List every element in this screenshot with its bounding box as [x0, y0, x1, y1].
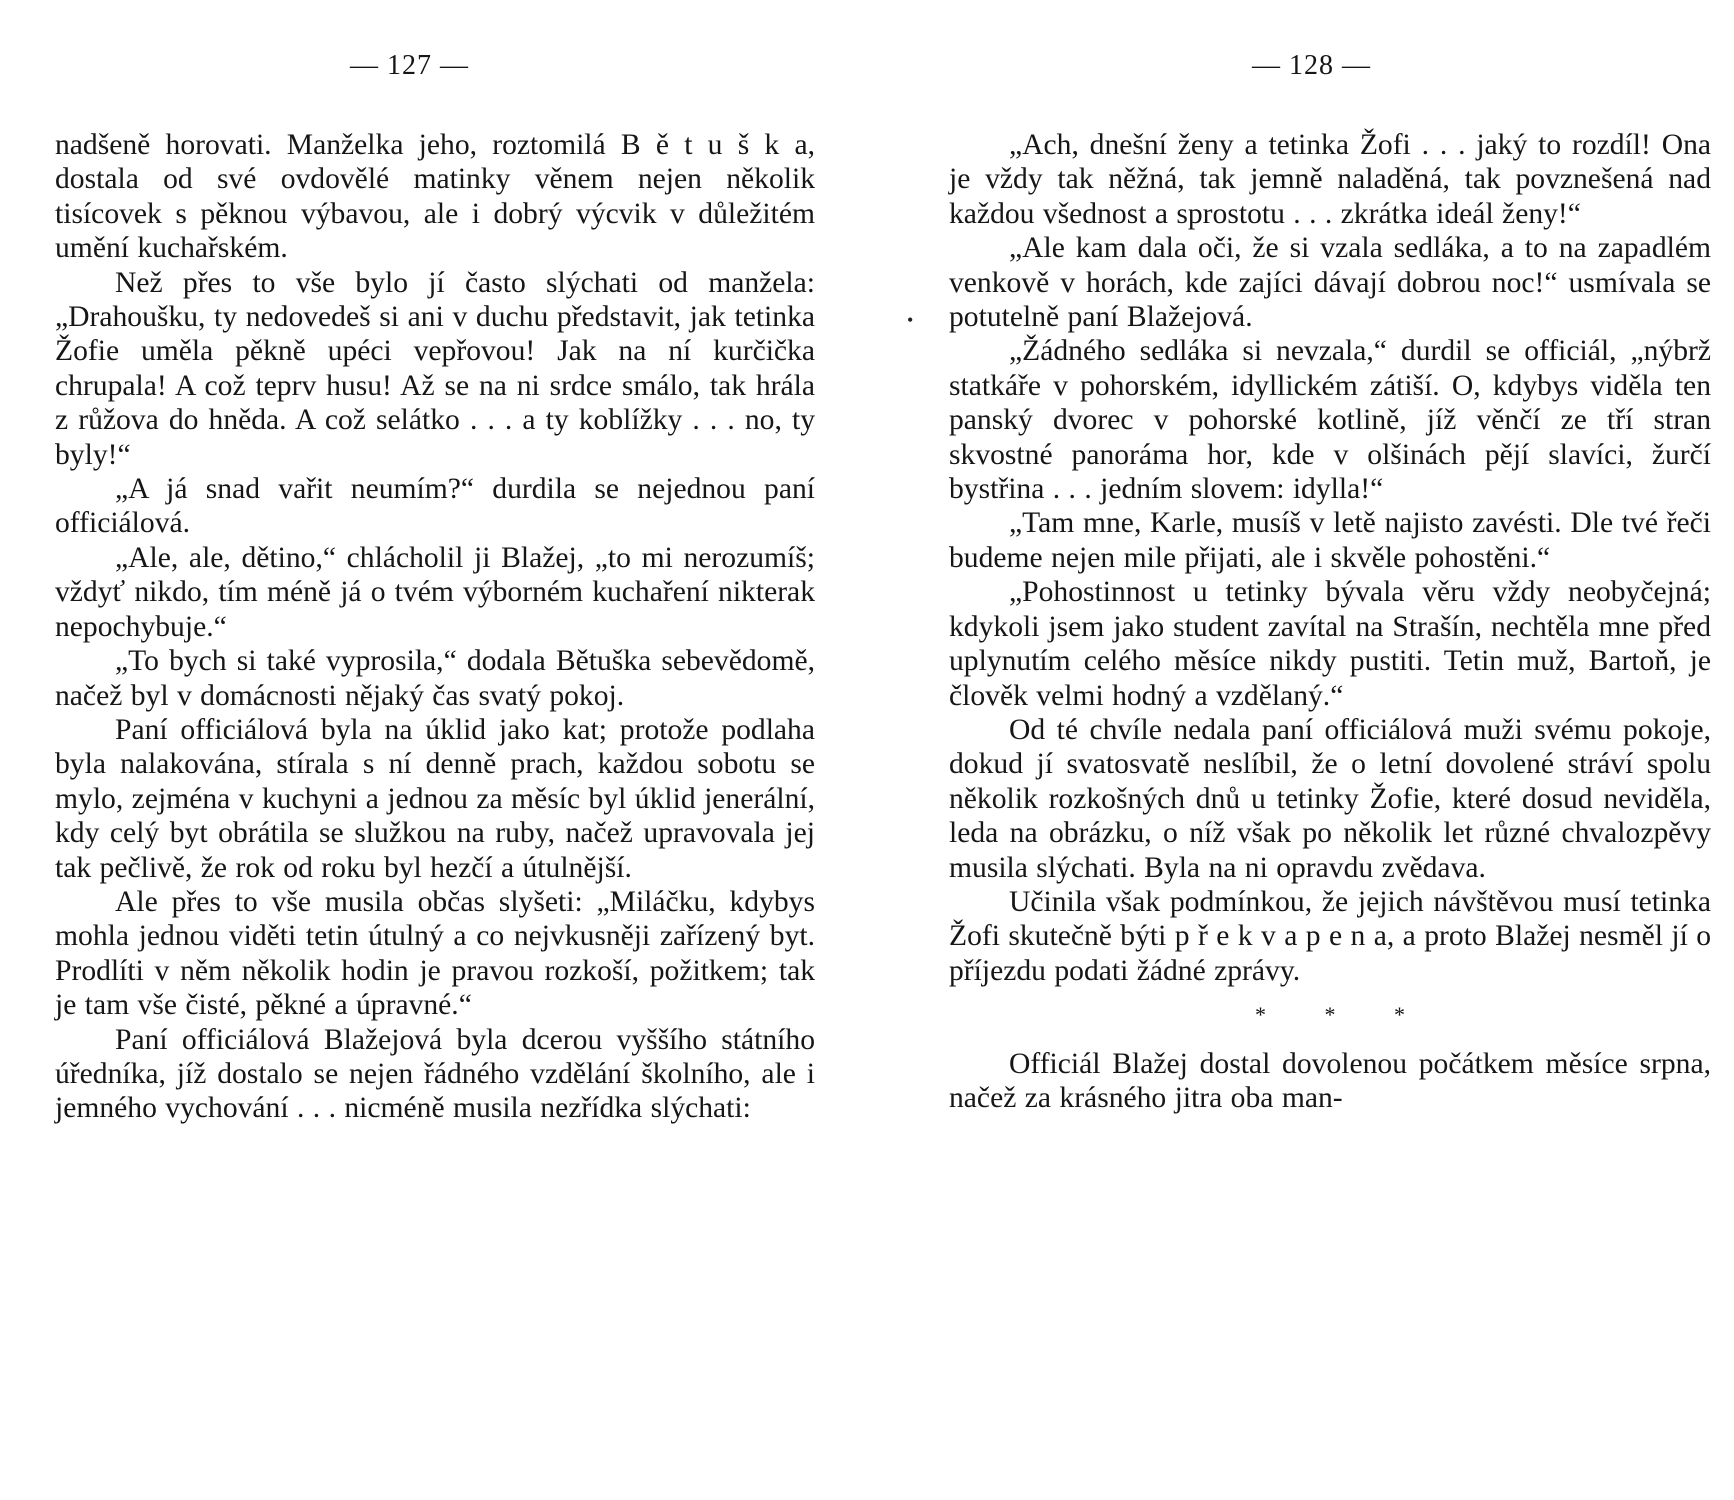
section-break: * * *	[1255, 1002, 1431, 1028]
paragraph: Paní officiálová Blažejová byla dcerou vyššího státního úředníka, jíž dostalo se nejen řádného vzdělání školního, ale i jemného vychování . . . nicméně musila nezřídka slýchati:	[55, 1023, 815, 1125]
paragraph: „A já snad vařit neumím?“ durdila se nejednou paní officiálová.	[55, 473, 815, 540]
right-page-text	[949, 128, 1711, 1115]
paragraph: Učinila však podmínkou, že jejich návštěvou musí tetinka Žofi skutečně býti p ř e k v a p e n a, a proto Blažej nesměl jí o příjezdu podati žádné zprávy.	[949, 885, 1711, 987]
paragraph: „Ach, dnešní ženy a tetinka Žofi . . . jaký to rozdíl! Ona je vždy tak něžná, tak jemně naladěná, tak povznešená nad každou všednost a sprostotu . . . zkrátka ideál ženy!“	[949, 129, 1711, 230]
paragraph: „Ale, ale, dětino,“ chlácholil ji Blažej, „to mi nerozumíš; vždyť nikdo, tím méně já o tvém výborném kuchaření nikterak nepochybuje.“	[55, 541, 815, 643]
paragraph: „Ale kam dala oči, že si vzala sedláka, a to na zapadlém venkově v horách, kde zajíci dávají dobrou noc!“ usmívala se potutelně paní Blažejová.	[949, 232, 1711, 334]
paragraph: Ale přes to vše musila občas slyšeti: „Miláčku, kdybys mohla jednou viděti tetin útulný a co nejvkusněji zařízený byt. Prodlíti v něm několik hodin je pravou rozkoší, požitkem; tak je tam vše čisté, pěkné a úpravné.“	[55, 885, 815, 1022]
paragraph: „Žádného sedláka si nevzala,“ durdil se officiál, „nýbrž statkáře v pohorském, idyllickém zátiší. O, kdybys viděla ten panský dvorec v pohorské kotlině, jíž věnčí ze tří stran skvostné panoráma hor, kde v olšinách pějí slavíci, žurčí bystřina . . . jedním slovem: idylla!“	[949, 335, 1711, 506]
page-number-left: — 127 —	[350, 50, 469, 81]
paragraph: „To bych si také vyprosila,“ dodala Bětuška sebevědomě, načež byl v domácnosti nějaký čas svatý pokoj.	[55, 645, 815, 712]
paragraph: Paní officiálová byla na úklid jako kat; protože podlaha byla nalakována, stírala s ní denně prach, každou sobotu se mylo, zejména v kuchyni a jednou za měsíc byl úklid jenerální, kdy celý byt obrátila se služkou na ruby, načež upravovala jej tak pečlivě, že rok od roku byl hezčí a útulnější.	[55, 713, 815, 884]
paragraph: „Tam mne, Karle, musíš v letě najisto zavésti. Dle tvé řeči budeme nejen mile přijati, ale i skvěle pohostěni.“	[949, 507, 1711, 574]
paragraph: „Pohostinnost u tetinky bývala věru vždy neobyčejná; kdykoli jsem jako student zavítal na Strašín, nechtěla mne před uplynutím celého měsíce nikdy pustiti. Tetin muž, Bartoň, je člověk velmi hodný a vzdělaný.“	[949, 576, 1711, 712]
right-page	[867, 0, 1734, 1500]
left-page-text	[55, 128, 815, 1126]
paragraph: Officiál Blažej dostal dovolenou počátkem měsíce srpna, načež za krásného jitra oba man-	[949, 1047, 1711, 1114]
margin-dot: •	[907, 310, 914, 330]
page-number-right: — 128 —	[1252, 50, 1371, 81]
paragraph: nadšeně horovati. Manželka jeho, roztomilá B ě t u š k a, dostala od své ovdovělé matinky věnem nejen několik tisícovek s pěknou výbavou, ale i dobrý výcvik v důležitém umění kuchařském.	[55, 129, 815, 265]
paragraph: Než přes to vše bylo jí často slýchati od manžela: „Drahoušku, ty nedovedeš si ani v duchu představit, jak tetinka Žofie uměla pěkně upéci vepřovou! Jak na ní kurčička chrupala! A což teprv husu! Až se na ni srdce smálo, tak hrála z růžova do hněda. A což selátko . . . a ty koblížky . . . no, ty byly!“	[55, 266, 815, 471]
paragraph: Od té chvíle nedala paní officiálová muži svému pokoje, dokud jí svatosvatě neslíbil, že o letní dovolené stráví spolu několik rozkošných dnů u tetinky Žofie, které dosud neviděla, leda na obrázku, o níž však po několik let různé chvalozpěvy musila slýchati. Byla na ni opravdu zvědava.	[949, 713, 1711, 884]
